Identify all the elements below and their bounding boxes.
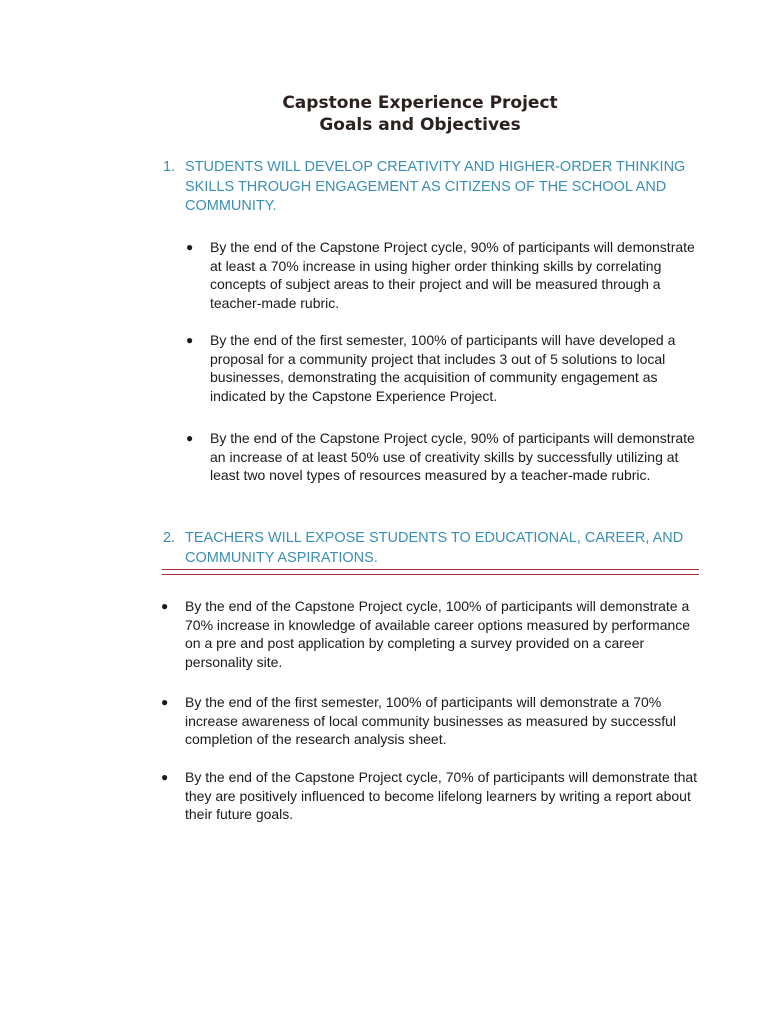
goal-text: STUDENTS WILL DEVELOP CREATIVITY AND HIGHER-ORDER THINKING SKILLS THROUGH ENGAGEMENT AS CITIZENS OF THE SCHOOL AND COMMUNITY. [185,159,686,214]
objective-text: By the end of the Capstone Project cycle, 90% of participants will demonstrate at least a 70% increase in using higher order thinking skills by correlating concepts of subject areas to their project and will be measured through a teacher-made rubric. [210,239,695,311]
objective-text: By the end of the first semester, 100% of participants will demonstrate a 70% increase awareness of local community businesses as measured by successful completion of the research analysis sheet. [185,694,677,747]
bullet-icon: ● [161,770,169,784]
objective-item [161,693,700,749]
objective-item [161,597,700,671]
divider-line [162,569,699,570]
goal-1-heading [163,158,703,217]
objective-item [161,768,700,824]
goal-2-heading [163,529,703,568]
objective-item [186,331,700,405]
objective-text: By the end of the Capstone Project cycle, 90% of participants will demonstrate an increase of at least 50% use of creativity skills by successfully utilizing at least two novel types of resources measured by a teacher-made rubric. [210,430,695,483]
divider-line [162,574,699,575]
objective-item [186,238,700,312]
bullet-icon: ● [186,333,194,347]
goal-number: 1. [163,159,176,175]
bullet-icon: ● [186,431,194,445]
bullet-icon: ● [186,240,194,254]
objective-item [186,429,700,485]
bullet-icon: ● [161,695,169,709]
objective-text: By the end of the Capstone Project cycle, 100% of participants will demonstrate a 70% increase in knowledge of available career options measured by performance on a pre and post application by completing a survey provided on a career personality site. [185,598,691,670]
bullet-icon: ● [161,599,169,613]
objective-text: By the end of the Capstone Project cycle, 70% of participants will demonstrate that they are positively influenced to become lifelong learners by writing a report about their future goals. [185,769,698,822]
document-subtitle: Goals and Objectives [319,115,521,135]
document-title: Capstone Experience Project [282,93,558,113]
goal-number: 2. [163,530,176,546]
goal-text: TEACHERS WILL EXPOSE STUDENTS TO EDUCATIONAL, CAREER, AND COMMUNITY ASPIRATIONS. [185,530,684,566]
objective-text: By the end of the first semester, 100% of participants will have developed a proposal for a community project that includes 3 out of 5 solutions to local businesses, demonstrating the acquisition of community engagement as indicated by the Capstone Experience Project. [210,332,676,404]
